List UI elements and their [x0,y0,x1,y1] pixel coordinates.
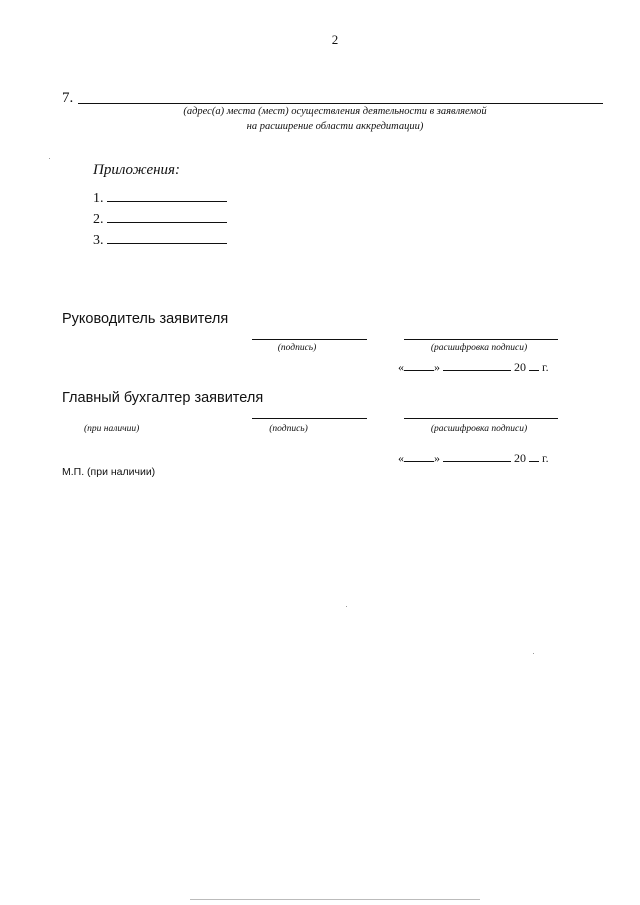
accountant-if-any-caption: (при наличии) [84,424,140,434]
page-number: 2 [331,32,339,47]
accountant-decryption-field[interactable] [404,418,558,419]
attachment-field-3[interactable] [107,232,227,244]
attachment-item-3 [93,232,227,249]
stamp-label: М.П. (при наличии) [62,466,156,478]
date-year-prefix: 20 [514,360,526,374]
scan-speck [49,158,50,159]
scan-speck [346,606,347,607]
date-day-field[interactable] [404,360,434,371]
date-year-suffix: г. [542,451,549,465]
item-7-number: 7. [62,90,74,106]
head-date [398,360,549,375]
date-open-quote: « [398,360,404,374]
date-close-quote: » [434,360,440,374]
attachment-item-1 [93,190,227,207]
page-bottom-edge [190,899,480,900]
attachment-number: 1. [93,191,104,206]
date-year-field[interactable] [529,360,539,371]
date-year-field[interactable] [529,451,539,462]
date-open-quote: « [398,451,404,465]
accountant-signature-field[interactable] [252,418,367,419]
head-decryption-caption: (расшифровка подписи) [430,343,528,353]
date-year-prefix: 20 [514,451,526,465]
item-7-caption-line-2: на расширение области аккредитации) [246,121,424,132]
head-signature-caption: (подпись) [277,343,317,353]
date-year-suffix: г. [542,360,549,374]
date-close-quote: » [434,451,440,465]
attachments-title: Приложения: [93,162,181,178]
accountant-title: Главный бухгалтер заявителя [62,390,264,406]
accountant-signature-caption: (подпись) [269,424,308,434]
attachment-field-2[interactable] [107,211,227,223]
attachment-number: 2. [93,212,104,227]
item-7-caption-line-1: (адрес(а) места (мест) осуществления деятельности в заявляемой [183,106,487,117]
accountant-decryption-caption: (расшифровка подписи) [430,424,528,434]
date-day-field[interactable] [404,451,434,462]
scan-speck [533,653,534,654]
item-7-address-field[interactable] [78,103,603,104]
head-signature-field[interactable] [252,339,367,340]
date-month-field[interactable] [443,451,511,462]
accountant-date [398,451,549,466]
attachment-item-2 [93,211,227,228]
attachment-number: 3. [93,233,104,248]
head-decryption-field[interactable] [404,339,558,340]
attachment-field-1[interactable] [107,190,227,202]
head-title: Руководитель заявителя [62,311,229,327]
date-month-field[interactable] [443,360,511,371]
